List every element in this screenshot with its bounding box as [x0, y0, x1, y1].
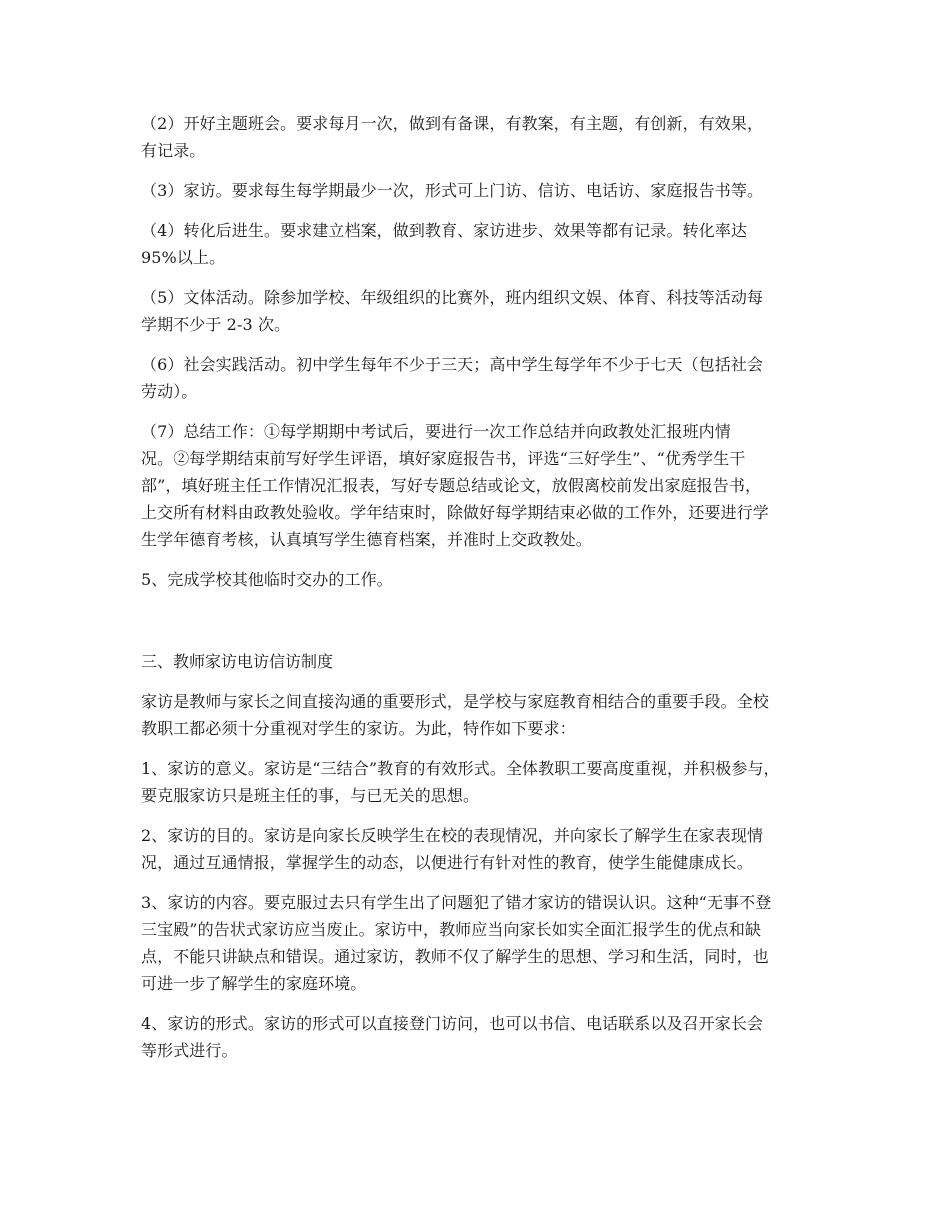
item-5-cultural-sports-activities: （5）文体活动。除参加学校、年级组织的比赛外，班内组织文娱、体育、科技等活动每 学期不少于 2-3 次。 — [141, 288, 764, 334]
section-spacer — [141, 606, 813, 648]
item-3-home-visit: （3）家访。要求每生每学期最少一次，形式可上门访、信访、电话访、家庭报告书等。 — [141, 181, 764, 200]
visit-significance-paragraph: 1、家访的意义。家访是“三结合”教育的有效形式。全体教职工要高度重视，并积极参与， 要克服家访只是班主任的事，与已无关的思想。 — [141, 759, 780, 805]
document-page — [141, 110, 813, 1077]
visit-content-paragraph: 3、家访的内容。要克服过去只有学生出了问题犯了错才家访的错误认识。这种“无事不登 三宝殿”的告状式家访应当废止。家访中，教师应当向家长如实全面汇报学生的优点和缺 点，不能只讲缺点和错误。通过家访，教师不仅了解学生的思想、学习和生活，同时，也 可进一步了解学生的家庭环境。 — [141, 893, 772, 993]
section-heading: 三、教师家访电访信访制度 — [141, 652, 334, 671]
item-6-social-practice: （6）社会实践活动。初中学生每年不少于三天；高中学生每学年不少于七天（包括社会 劳动）。 — [141, 355, 764, 401]
item-7-summary-work: （7）总结工作：①每学期期中考试后，要进行一次工作总结并向政教处汇报班内情 况。②每学期结束前写好学生评语，填好家庭报告书，评选“三好学生”、“优秀学生干 部”，填好班主任工作情况汇报表，写好专题总结或论文，放假离校前发出家庭报告书， 上交所有材料由政教处验收。学年结束时，除做好每学期结束必做的工作外，还要进行学 生学年德育考核，认真填写学生德育档案，并准时上交政教处。 — [141, 422, 769, 549]
item-2-theme-class-meeting: （2）开好主题班会。要求每月一次，做到有备课，有教案，有主题，有创新，有效果， 有记录。 — [141, 114, 764, 160]
visit-form-paragraph: 4、家访的形式。家访的形式可以直接登门访问，也可以书信、电话联系以及召开家长会 等形式进行。 — [141, 1014, 764, 1060]
item-5-other-tasks: 5、完成学校其他临时交办的工作。 — [141, 570, 393, 589]
item-4-underachiever-transformation: （4）转化后进生。要求建立档案，做到教育、家访进步、效果等都有记录。转化率达 95%以上。 — [141, 221, 747, 267]
section-intro-paragraph: 家访是教师与家长之间直接沟通的重要形式，是学校与家庭教育相结合的重要手段。全校 教职工都必须十分重视对学生的家访。为此，特作如下要求： — [141, 692, 769, 738]
visit-purpose-paragraph: 2、家访的目的。家访是向家长反映学生在校的表现情况，并向家长了解学生在家表现情 况，通过互通情报，掌握学生的动态，以便进行有针对性的教育，使学生能健康成长。 — [141, 826, 764, 872]
